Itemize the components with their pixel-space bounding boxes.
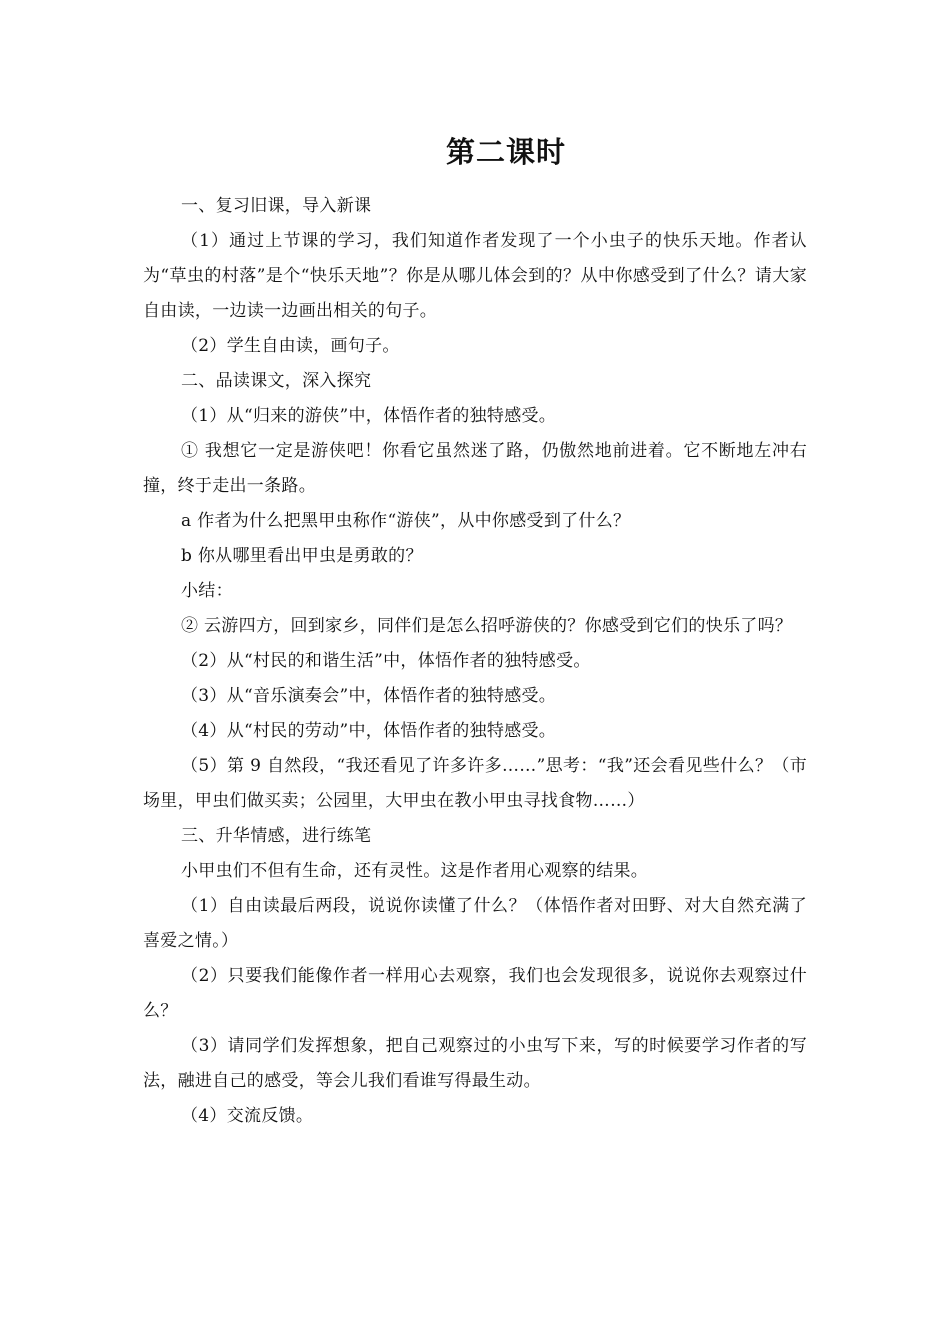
paragraph: （1）自由读最后两段，说说你读懂了什么？（体悟作者对田野、对大自然充满了喜爱之情。） xyxy=(143,896,807,951)
paragraph: （1）从“归来的游侠”中，体悟作者的独特感受。 xyxy=(181,406,557,426)
paragraph-summary: 小结： xyxy=(181,581,233,601)
paragraph: （3）从“音乐演奏会”中，体悟作者的独特感受。 xyxy=(181,686,557,706)
paragraph: （2）只要我们能像作者一样用心去观察，我们也会发现很多，说说你去观察过什么？ xyxy=(143,966,807,1021)
paragraph: （2）学生自由读，画句子。 xyxy=(181,336,400,356)
paragraph: （2）从“村民的和谐生活”中，体悟作者的独特感受。 xyxy=(181,651,591,671)
paragraph: ② 云游四方，回到家乡，同伴们是怎么招呼游侠的？你感受到它们的快乐了吗？ xyxy=(181,616,793,636)
document-body xyxy=(143,189,807,1134)
paragraph: （5）第 9 自然段，“我还看见了许多许多……”思考：“我”还会看见些什么？（市场里，甲虫们做买卖；公园里，大甲虫在教小甲虫寻找食物……） xyxy=(143,756,807,811)
paragraph: （3）请同学们发挥想象，把自己观察过的小虫写下来，写的时候要学习作者的写法，融进自己的感受，等会儿我们看谁写得最生动。 xyxy=(143,1036,807,1091)
paragraph-review-heading: 一、复习旧课，导入新课 xyxy=(181,196,372,216)
paragraph: （4）交流反馈。 xyxy=(181,1106,314,1126)
paragraph-reading-heading: 二、品读课文，深入探究 xyxy=(181,371,372,391)
paragraph: （4）从“村民的劳动”中，体悟作者的独特感受。 xyxy=(181,721,557,741)
paragraph: ① 我想它一定是游侠吧！你看它虽然迷了路，仍傲然地前进着。它不断地左冲右撞，终于走出一条路。 xyxy=(143,441,807,496)
paragraph: 小甲虫们不但有生命，还有灵性。这是作者用心观察的结果。 xyxy=(181,861,649,881)
paragraph-writing-heading: 三、升华情感，进行练笔 xyxy=(181,826,372,846)
paragraph: （1）通过上节课的学习，我们知道作者发现了一个小虫子的快乐天地。作者认为“草虫的村落”是个“快乐天地”？你是从哪儿体会到的？从中你感受到了什么？请大家自由读，一边读一边画出相关的句子。 xyxy=(143,231,807,321)
paragraph: a 作者为什么把黑甲虫称作“游侠”，从中你感受到了什么？ xyxy=(181,511,631,531)
page-title: 第二课时 xyxy=(445,135,566,169)
paragraph: b 你从哪里看出甲虫是勇敢的？ xyxy=(181,546,423,566)
